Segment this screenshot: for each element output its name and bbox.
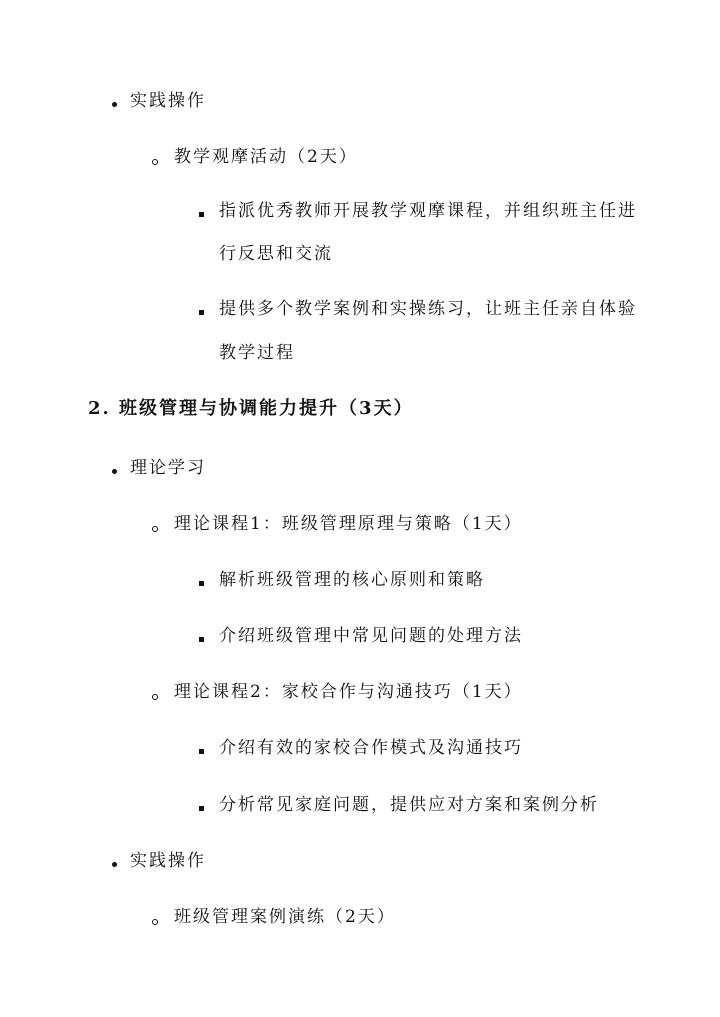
circle-bullet-icon (152, 526, 158, 532)
square-bullet-icon (199, 806, 204, 811)
bullet-icon (112, 862, 117, 867)
course-2-item-2: 分析常见家庭问题，提供应对方案和案例分析 (219, 795, 599, 815)
circle-bullet-icon (152, 919, 158, 925)
practice-label: 实践操作 (130, 851, 206, 871)
course-2-item-1: 介绍有效的家校合作模式及沟通技巧 (219, 738, 523, 758)
practice-label: 实践操作 (130, 91, 206, 111)
observation-item-1-line-2: 行反思和交流 (219, 244, 333, 264)
course-1-item-1: 解析班级管理的核心原则和策略 (219, 570, 485, 590)
square-bullet-icon (199, 637, 204, 642)
course-1-item-2: 介绍班级管理中常见问题的处理方法 (219, 626, 523, 646)
case-drill-label: 班级管理案例演练（2天） (174, 907, 396, 927)
observation-activity-label: 教学观摩活动（2天） (174, 147, 358, 167)
observation-item-2-line-2: 教学过程 (219, 343, 295, 363)
circle-bullet-icon (152, 159, 158, 165)
square-bullet-icon (199, 212, 204, 217)
section-2-heading: 2. 班级管理与协调能力提升（3天） (88, 398, 414, 419)
bullet-icon (112, 102, 117, 107)
square-bullet-icon (199, 310, 204, 315)
theory-course-2-label: 理论课程2：家校合作与沟通技巧（1天） (174, 682, 523, 702)
bullet-icon (112, 469, 117, 474)
theory-course-1-label: 理论课程1：班级管理原理与策略（1天） (174, 514, 523, 534)
square-bullet-icon (199, 581, 204, 586)
square-bullet-icon (199, 749, 204, 754)
theory-label: 理论学习 (130, 458, 206, 478)
circle-bullet-icon (152, 694, 158, 700)
observation-item-2-line-1: 提供多个教学案例和实操练习，让班主任亲自体验 (219, 299, 637, 319)
observation-item-1-line-1: 指派优秀教师开展教学观摩课程，并组织班主任进 (219, 201, 637, 221)
